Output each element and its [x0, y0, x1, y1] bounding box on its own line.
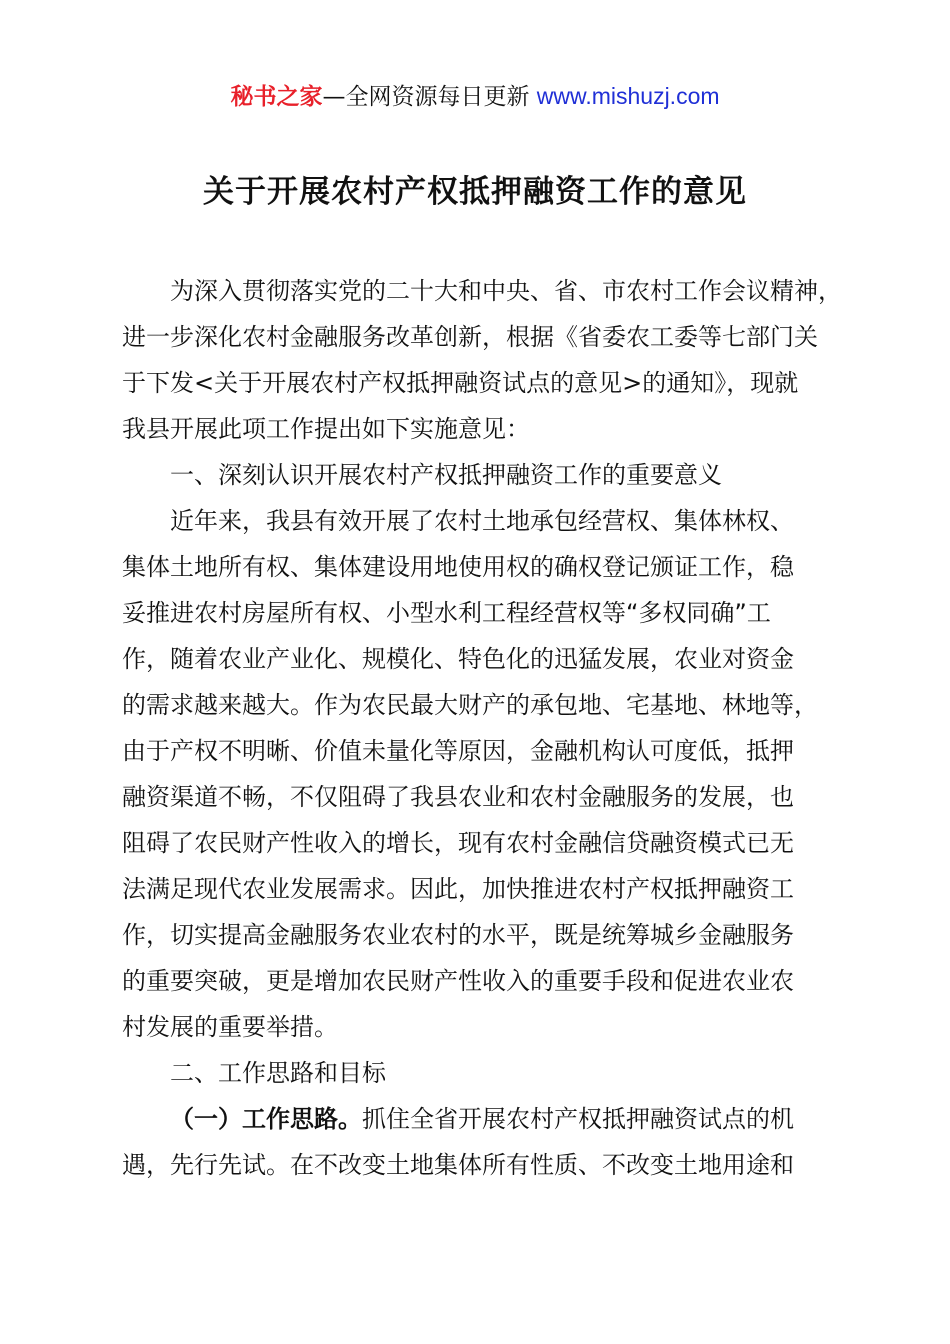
paragraph-line: 于下发<关于开展农村产权抵押融资试点的意见>的通知》，现就: [122, 369, 799, 397]
paragraph-line: 为深入贯彻落实党的二十大和中央、省、市农村工作会议精神，: [170, 277, 842, 305]
paragraph-line: 进一步深化农村金融服务改革创新，根据《省委农工委等七部门关: [122, 323, 818, 351]
paragraph-line: 的需求越来越大。作为农民最大财产的承包地、宅基地、林地等，: [122, 691, 818, 719]
subsection-heading: （一）工作思路。: [170, 1105, 362, 1133]
paragraph-line: 村发展的重要举措。: [122, 1013, 338, 1041]
section-heading-1: 一、深刻认识开展农村产权抵押融资工作的重要意义: [170, 461, 722, 489]
site-brand: 秘书之家: [230, 84, 323, 110]
paragraph-line: 我县开展此项工作提出如下实施意见：: [122, 415, 530, 443]
paragraph-line: 的重要突破，更是增加农民财产性收入的重要手段和促进农业农: [122, 967, 794, 995]
section-heading-2: 二、工作思路和目标: [170, 1059, 386, 1087]
site-url-link[interactable]: www.mishuzj.com: [536, 83, 720, 109]
paragraph-line: 近年来，我县有效开展了农村土地承包经营权、集体林权、: [170, 507, 794, 535]
paragraph-line: 作，切实提高金融服务农业农村的水平，既是统筹城乡金融服务: [122, 921, 794, 949]
site-header: [0, 80, 950, 113]
site-slogan: —全网资源每日更新: [322, 84, 537, 110]
document-title: 关于开展农村产权抵押融资工作的意见: [203, 174, 747, 210]
paragraph-line: 由于产权不明晰、价值未量化等原因，金融机构认可度低，抵押: [122, 737, 794, 765]
subsection-text: 抓住全省开展农村产权抵押融资试点的机: [362, 1105, 794, 1133]
paragraph-line: 融资渠道不畅，不仅阻碍了我县农业和农村金融服务的发展，也: [122, 783, 794, 811]
paragraph-line: 作，随着农业产业化、规模化、特色化的迅猛发展，农业对资金: [122, 645, 794, 673]
paragraph-line: 妥推进农村房屋所有权、小型水利工程经营权等“多权同确”工: [122, 599, 771, 627]
paragraph-line: 法满足现代农业发展需求。因此，加快推进农村产权抵押融资工: [122, 875, 794, 903]
paragraph-line: [122, 1096, 862, 1142]
document-body: [122, 268, 862, 1188]
paragraph-line: 集体土地所有权、集体建设用地使用权的确权登记颁证工作，稳: [122, 553, 794, 581]
paragraph-line: 阻碍了农民财产性收入的增长，现有农村金融信贷融资模式已无: [122, 829, 794, 857]
paragraph-line: 遇，先行先试。在不改变土地集体所有性质、不改变土地用途和: [122, 1151, 794, 1179]
